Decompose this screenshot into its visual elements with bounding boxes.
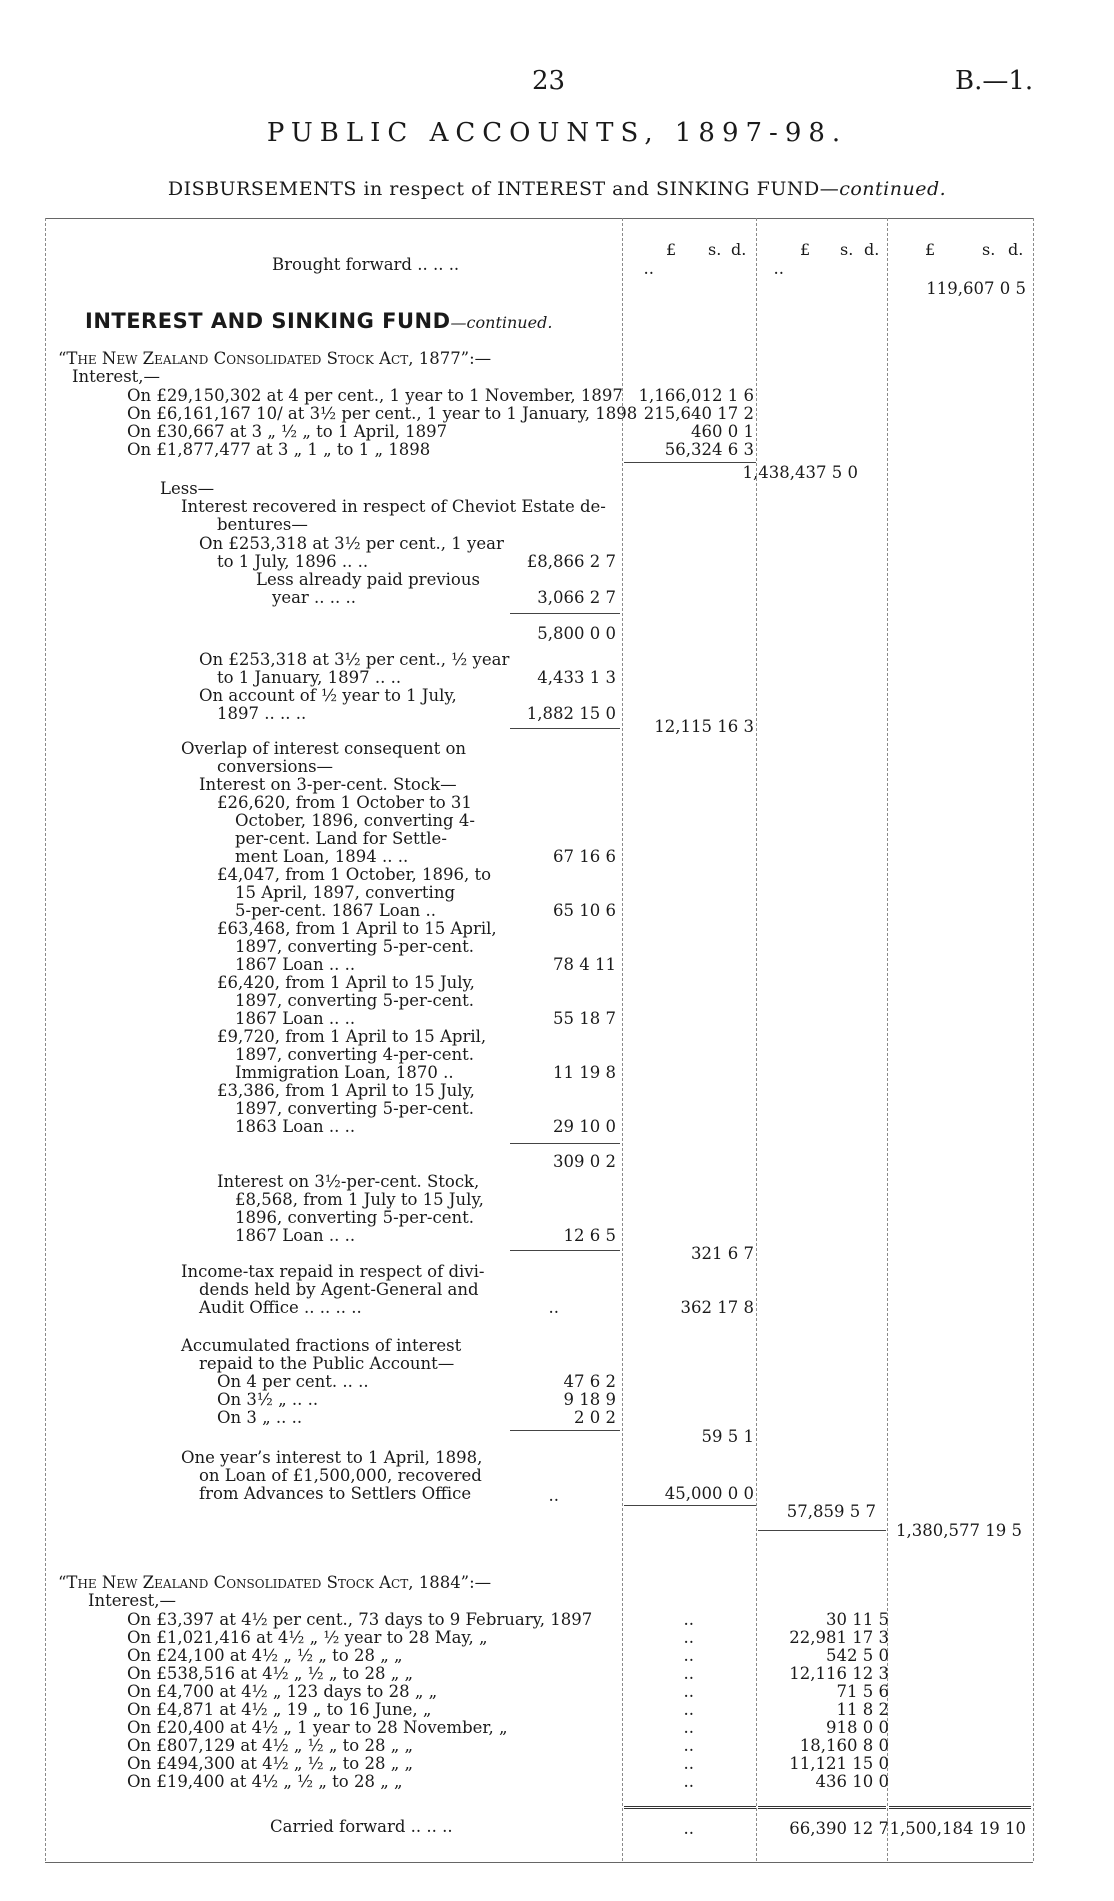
overlap-sub35-amount: 12 6 5 <box>563 1226 616 1245</box>
act-1884-amount: 30 11 5 <box>826 1610 889 1629</box>
col1-shilling-header: s. <box>708 240 722 259</box>
act-1884-amount: 918 0 0 <box>826 1718 889 1737</box>
cheviot-item3-line2: 1897 .. .. .. <box>217 704 307 723</box>
carried-forward-rule-c3 <box>889 1806 1031 1809</box>
section-heading <box>85 309 553 333</box>
overlap-rule-2 <box>510 1250 620 1251</box>
net-total: 1,380,577 19 5 <box>896 1521 1022 1540</box>
carried-forward-c3: 1,500,184 19 10 <box>889 1819 1026 1838</box>
act-1884-interest-label: Interest,— <box>88 1591 177 1610</box>
col3-shilling-header: s. <box>982 240 996 259</box>
one-year-amount: 45,000 0 0 <box>664 1484 754 1503</box>
act-1884-c1: .. <box>683 1754 694 1773</box>
act-1884-amount: 436 10 0 <box>815 1772 889 1791</box>
income-tax-line3: Audit Office .. .. .. .. <box>199 1298 362 1317</box>
act-1884-amount: 542 5 0 <box>826 1646 889 1665</box>
overlap-rule-1 <box>510 1143 620 1144</box>
carried-forward-c1: .. <box>683 1819 694 1838</box>
subtitle-main: DISBURSEMENTS in respect of INTEREST and SINKING FUND— <box>167 178 840 200</box>
overlap-item-line: £4,047, from 1 October, 1896, to <box>217 865 492 884</box>
interest-amount: 1,166,012 1 6 <box>638 386 754 405</box>
carried-forward-rule-c2 <box>758 1806 886 1809</box>
page-title: PUBLIC ACCOUNTS, 1897-98. <box>266 118 848 148</box>
fractions-item: On 3 „ .. .. <box>217 1408 303 1427</box>
income-tax-line1: Income-tax repaid in respect of divi- <box>181 1262 485 1281</box>
overlap-sub3: Interest on 3-per-cent. Stock— <box>199 775 457 794</box>
cheviot-less-amount: 3,066 2 7 <box>537 588 616 607</box>
col2-pence-header: d. <box>864 240 880 259</box>
overlap-item-line: £26,620, from 1 October to 31 <box>217 793 472 812</box>
overlap-heading-1: Overlap of interest consequent on <box>181 739 467 758</box>
act-1884-line: On £494,300 at 4½ „ ½ „ to 28 „ „ <box>127 1754 414 1773</box>
fractions-line1: Accumulated fractions of interest <box>181 1336 462 1355</box>
act-1884-line: On £4,871 at 4½ „ 19 „ to 16 June, „ <box>127 1700 432 1719</box>
overlap-item-line: October, 1896, converting 4- <box>235 811 475 830</box>
act-1884-c1: .. <box>683 1700 694 1719</box>
income-tax-amount: 362 17 8 <box>680 1298 754 1317</box>
interest-amount: 460 0 1 <box>691 422 754 441</box>
income-tax-c0: .. <box>548 1298 559 1317</box>
column-rule-1 <box>622 218 623 1861</box>
net-rule <box>758 1530 886 1531</box>
page-number: 23 <box>532 66 566 96</box>
fractions-item: On 4 per cent. .. .. <box>217 1372 369 1391</box>
overlap-item-line: £9,720, from 1 April to 15 April, <box>217 1027 487 1046</box>
col2-shilling-header: s. <box>840 240 854 259</box>
interest-line: On £29,150,302 at 4 per cent., 1 year to 1 November, 1897 <box>127 386 623 405</box>
income-tax-line2: dends held by Agent-General and <box>199 1280 479 1299</box>
overlap-item-line: per-cent. Land for Settle- <box>235 829 447 848</box>
section-heading-continued: —continued. <box>450 313 553 332</box>
cheviot-item1-line2: to 1 July, 1896 .. .. <box>217 552 369 571</box>
cheviot-less-line1: Less already paid previous <box>256 570 480 589</box>
act-1884-c1: .. <box>683 1772 694 1791</box>
col3-pound-header: £ <box>925 240 936 259</box>
interest-line: On £30,667 at 3 „ ½ „ to 1 April, 1897 <box>127 422 448 441</box>
fractions-amount: 2 0 2 <box>574 1408 616 1427</box>
overlap-item-amount: 78 4 11 <box>553 955 616 974</box>
one-year-line3: from Advances to Settlers Office <box>199 1484 472 1503</box>
act-1884-line: On £20,400 at 4½ „ 1 year to 28 November, „ <box>127 1718 508 1737</box>
interest-amount: 56,324 6 3 <box>664 440 754 459</box>
act-1884-line: On £4,700 at 4½ „ 123 days to 28 „ „ <box>127 1682 438 1701</box>
act-1877-interest-label: Interest,— <box>72 367 161 386</box>
overlap-item-amount: 11 19 8 <box>553 1063 616 1082</box>
fractions-line2: repaid to the Public Account— <box>199 1354 455 1373</box>
fractions-item: On 3½ „ .. .. <box>217 1390 319 1409</box>
fractions-amount: 9 18 9 <box>563 1390 616 1409</box>
interest-amount: 215,640 17 2 <box>643 404 754 423</box>
act-1884-amount: 12,116 12 3 <box>789 1664 889 1683</box>
act-1884-amount: 11,121 15 0 <box>789 1754 889 1773</box>
one-year-line2: on Loan of £1,500,000, recovered <box>199 1466 482 1485</box>
overlap-sub35-line: 1896, converting 5-per-cent. <box>235 1208 474 1227</box>
overlap-sub35-line: £8,568, from 1 July to 15 July, <box>235 1190 484 1209</box>
col1-pence-header: d. <box>731 240 747 259</box>
cheviot-item2-amount: 4,433 1 3 <box>537 668 616 687</box>
overlap-item-amount: 29 10 0 <box>553 1117 616 1136</box>
act-1884-line: On £538,516 at 4½ „ ½ „ to 28 „ „ <box>127 1664 414 1683</box>
interest-line: On £1,877,477 at 3 „ 1 „ to 1 „ 1898 <box>127 440 431 459</box>
overlap-item-amount: 67 16 6 <box>553 847 616 866</box>
act-1884-heading: “The New Zealand Consolidated Stock Act, 1884”:— <box>58 1573 492 1592</box>
carried-forward-label: Carried forward .. .. .. <box>270 1817 453 1836</box>
fractions-amount: 47 6 2 <box>563 1372 616 1391</box>
brought-forward-c2: .. <box>773 259 784 278</box>
cheviot-item3-amount: 1,882 15 0 <box>526 704 616 723</box>
act-1884-c1: .. <box>683 1610 694 1629</box>
overlap-item-amount: 65 10 6 <box>553 901 616 920</box>
overlap-item-line: £63,468, from 1 April to 15 April, <box>217 919 497 938</box>
document-code: B.—1. <box>955 66 1034 96</box>
cheviot-heading-1: Interest recovered in respect of Cheviot Estate de- <box>181 497 606 516</box>
section-heading-main: INTEREST AND SINKING FUND <box>85 309 451 333</box>
cheviot-item1-amount: £8,866 2 7 <box>526 552 616 571</box>
act-1884-line: On £807,129 at 4½ „ ½ „ to 28 „ „ <box>127 1736 414 1755</box>
cheviot-item2-line2: to 1 January, 1897 .. .. <box>217 668 402 687</box>
overlap-item-line: £3,386, from 1 April to 15 July, <box>217 1081 475 1100</box>
cheviot-less-line2: year .. .. .. <box>272 588 357 607</box>
carried-forward-c2: 66,390 12 7 <box>789 1819 889 1838</box>
act-1884-c1: .. <box>683 1628 694 1647</box>
overlap-item-line: £6,420, from 1 April to 15 July, <box>217 973 475 992</box>
one-year-line1: One year’s interest to 1 April, 1898, <box>181 1448 483 1467</box>
overlap-item-line: ment Loan, 1894 .. .. <box>235 847 409 866</box>
cheviot-heading-2: bentures— <box>217 515 308 534</box>
column-rule-right <box>1033 218 1034 1861</box>
subtitle-continued: continued. <box>839 178 947 200</box>
act-1884-c1: .. <box>683 1718 694 1737</box>
act-1877-heading: “The New Zealand Consolidated Stock Act, 1877”:— <box>58 349 492 368</box>
less-total: 57,859 5 7 <box>786 1502 876 1521</box>
act-1884-c1: .. <box>683 1664 694 1683</box>
overlap-item-line: 15 April, 1897, converting <box>235 883 456 902</box>
overlap-subtotal: 309 0 2 <box>553 1152 616 1171</box>
overlap-item-line: 1897, converting 5-per-cent. <box>235 937 474 956</box>
one-year-c0: .. <box>548 1486 559 1505</box>
overlap-total: 321 6 7 <box>691 1244 754 1263</box>
fractions-total: 59 5 1 <box>701 1427 754 1446</box>
col3-pence-header: d. <box>1008 240 1024 259</box>
brought-forward-label: Brought forward .. .. .. <box>272 255 460 274</box>
act-1884-line: On £1,021,416 at 4½ „ ½ year to 28 May, „ <box>127 1628 488 1647</box>
act-1884-line: On £3,397 at 4½ per cent., 73 days to 9 February, 1897 <box>127 1610 593 1629</box>
overlap-item-line: 1897, converting 5-per-cent. <box>235 1099 474 1118</box>
overlap-item-line: 1897, converting 4-per-cent. <box>235 1045 474 1064</box>
overlap-item-amount: 55 18 7 <box>553 1009 616 1028</box>
act-1884-amount: 22,981 17 3 <box>789 1628 889 1647</box>
cheviot-subtotal: 5,800 0 0 <box>537 624 616 643</box>
carried-forward-rule-c1 <box>624 1806 756 1809</box>
overlap-item-line: Immigration Loan, 1870 .. <box>235 1063 454 1082</box>
overlap-sub35-line: Interest on 3½-per-cent. Stock, <box>217 1172 480 1191</box>
interest-subtotal-rule <box>624 462 756 463</box>
act-1884-line: On £19,400 at 4½ „ ½ „ to 28 „ „ <box>127 1772 403 1791</box>
column-rule-left <box>45 218 46 1861</box>
overlap-sub35-line: 1867 Loan .. .. <box>235 1226 356 1245</box>
page-subtitle <box>0 178 1114 200</box>
overlap-item-line: 1867 Loan .. .. <box>235 1009 356 1028</box>
overlap-item-line: 1897, converting 5-per-cent. <box>235 991 474 1010</box>
brought-forward-c1: .. <box>643 259 654 278</box>
act-1884-amount: 71 5 6 <box>836 1682 889 1701</box>
col2-pound-header: £ <box>800 240 811 259</box>
overlap-item-line: 1867 Loan .. .. <box>235 955 356 974</box>
act-1884-c1: .. <box>683 1736 694 1755</box>
act-1884-line: On £24,100 at 4½ „ ½ „ to 28 „ „ <box>127 1646 403 1665</box>
act-1884-c1: .. <box>683 1682 694 1701</box>
interest-line: On £6,161,167 10/ at 3½ per cent., 1 year to 1 January, 1898 <box>127 404 638 423</box>
act-1884-amount: 18,160 8 0 <box>799 1736 889 1755</box>
overlap-item-line: 5-per-cent. 1867 Loan .. <box>235 901 436 920</box>
less-rule <box>624 1505 756 1506</box>
cheviot-item3-line1: On account of ½ year to 1 July, <box>199 686 457 705</box>
act-1884-amount: 11 8 2 <box>836 1700 889 1719</box>
cheviot-item2-line1: On £253,318 at 3½ per cent., ½ year <box>199 650 510 669</box>
cheviot-rule-2 <box>510 728 620 729</box>
cheviot-item1-line1: On £253,318 at 3½ per cent., 1 year <box>199 534 504 553</box>
less-label: Less— <box>160 479 215 498</box>
interest-total: 1,438,437 5 0 <box>742 463 858 482</box>
overlap-item-line: 1863 Loan .. .. <box>235 1117 356 1136</box>
overlap-heading-2: conversions— <box>217 757 334 776</box>
brought-forward-c3: 119,607 0 5 <box>926 279 1026 298</box>
cheviot-total: 12,115 16 3 <box>654 717 754 736</box>
act-1884-c1: .. <box>683 1646 694 1665</box>
fractions-rule <box>510 1430 620 1431</box>
cheviot-rule-1 <box>510 613 620 614</box>
col1-pound-header: £ <box>666 240 677 259</box>
